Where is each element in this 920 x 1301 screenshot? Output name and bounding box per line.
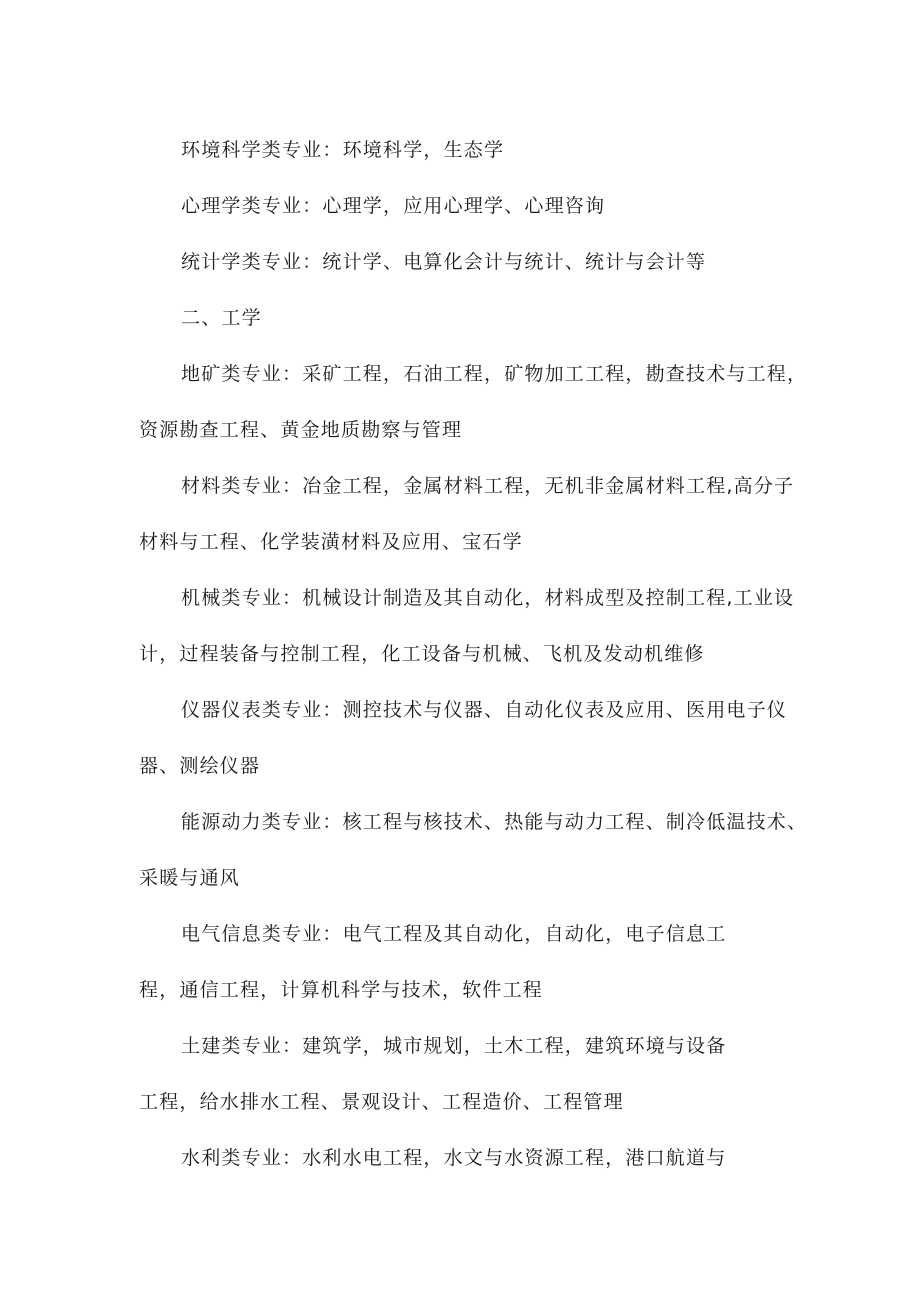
paragraph-line-continued: 资源勘查工程、黄金地质勘察与管理	[139, 419, 463, 441]
paragraph-line: 电气信息类专业：电气工程及其自动化，自动化，电子信息工	[181, 923, 727, 945]
paragraph-line: 环境科学类专业：环境科学，生态学	[181, 139, 505, 161]
paragraph-line: 地矿类专业：采矿工程，石油工程，矿物加工工程，勘查技术与工程，	[181, 363, 808, 385]
paragraph-line-continued: 采暖与通风	[139, 867, 241, 889]
paragraph-mining	[139, 346, 808, 458]
paragraph-energy-power	[139, 794, 808, 906]
paragraph-line: 心理学类专业：心理学，应用心理学、心理咨询	[181, 195, 606, 217]
paragraph-statistics	[139, 234, 799, 290]
paragraph-instruments	[139, 682, 799, 794]
paragraph-psychology	[139, 178, 799, 234]
paragraph-line-continued: 程，通信工程，计算机科学与技术，软件工程	[139, 979, 544, 1001]
document-body	[139, 122, 808, 1186]
paragraph-materials	[139, 458, 799, 570]
paragraph-line: 能源动力类专业：核工程与核技术、热能与动力工程、制冷低温技术、	[181, 811, 808, 833]
paragraph-line: 水利类专业：水利水电工程，水文与水资源工程，港口航道与	[181, 1147, 727, 1169]
paragraph-line: 仪器仪表类专业：测控技术与仪器、自动化仪表及应用、医用电子仪	[181, 699, 788, 721]
paragraph-line: 材料类专业：冶金工程，金属材料工程，无机非金属材料工程,高分子	[181, 475, 795, 497]
paragraph-line-continued: 工程，给水排水工程、景观设计、工程造价、工程管理	[139, 1091, 624, 1113]
paragraph-civil-engineering	[139, 1018, 799, 1130]
section-heading-engineering	[139, 290, 799, 346]
paragraph-line: 统计学类专业：统计学、电算化会计与统计、统计与会计等	[181, 251, 707, 273]
section-heading-line: 二、工学	[181, 307, 262, 329]
paragraph-line: 机械类专业：机械设计制造及其自动化，材料成型及控制工程,工业设	[181, 587, 795, 609]
paragraph-line-continued: 材料与工程、化学装潢材料及应用、宝石学	[139, 531, 523, 553]
paragraph-line: 土建类专业：建筑学，城市规划，土木工程，建筑环境与设备	[181, 1035, 727, 1057]
paragraph-line-continued: 器、测绘仪器	[139, 755, 261, 777]
paragraph-water-conservancy	[139, 1130, 799, 1186]
paragraph-environmental-science	[139, 122, 799, 178]
paragraph-line-continued: 计，过程装备与控制工程，化工设备与机械、飞机及发动机维修	[139, 643, 705, 665]
paragraph-mechanical	[139, 570, 799, 682]
paragraph-electrical-information	[139, 906, 799, 1018]
